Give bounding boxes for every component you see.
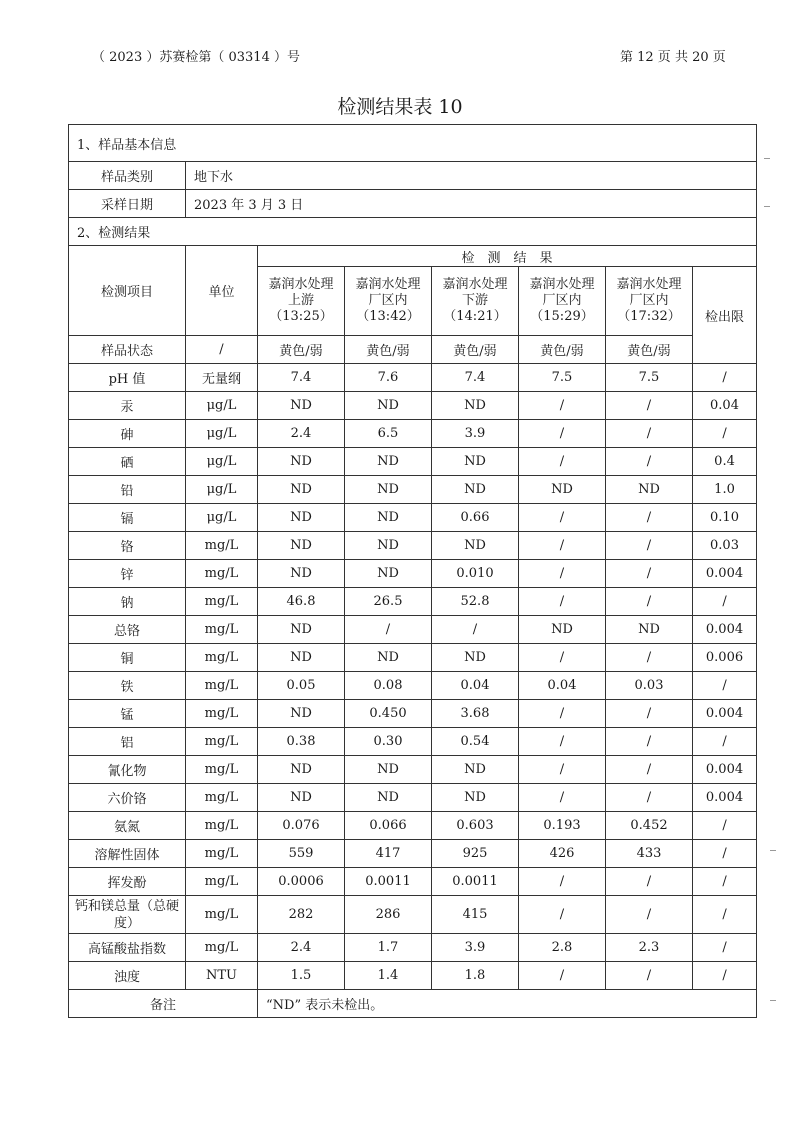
result-value: / [606,420,693,448]
detection-limit: 0.04 [693,392,757,420]
document-number: （ 2023 ）苏赛检第（ 03314 ）号 [92,50,300,65]
result-value: / [519,448,606,476]
result-value: ND [432,644,519,672]
result-value: ND [258,448,345,476]
result-value: / [606,644,693,672]
result-value: 2.8 [519,934,606,962]
result-value: ND [258,532,345,560]
parameter-name: 锰 [69,700,186,728]
parameter-unit: mg/L [186,784,258,812]
result-value: 1.4 [345,962,432,990]
result-value: / [606,962,693,990]
detection-limit: 0.03 [693,532,757,560]
table-row [69,962,757,990]
result-value: ND [345,504,432,532]
table-row [69,700,757,728]
table-row [69,672,757,700]
table-row [69,868,757,896]
result-value: ND [432,784,519,812]
parameter-unit: mg/L [186,812,258,840]
table-row [69,560,757,588]
result-value: ND [606,616,693,644]
result-value: / [519,420,606,448]
table-row [69,784,757,812]
col-header-item: 检测项目 [69,246,186,336]
result-value: 2.4 [258,420,345,448]
sample-category-label: 样品类别 [69,162,186,190]
table-row [69,532,757,560]
result-value: ND [345,532,432,560]
result-value: 426 [519,840,606,868]
sample-time: （15:29） [530,309,594,324]
detection-limit: / [693,896,757,934]
detection-limit: / [693,588,757,616]
parameter-unit: μg/L [186,392,258,420]
result-value: ND [258,784,345,812]
parameter-name: 高锰酸盐指数 [69,934,186,962]
result-value: 3.9 [432,934,519,962]
detection-limit: 0.004 [693,756,757,784]
col-header-results: 检 测 结 果 [258,246,757,267]
detection-limit: 0.004 [693,700,757,728]
sample-time: （14:21） [443,309,507,324]
result-value: / [606,392,693,420]
result-value: 0.04 [519,672,606,700]
table-row [69,812,757,840]
result-value: 0.05 [258,672,345,700]
result-value: 7.5 [519,364,606,392]
parameter-unit: mg/L [186,700,258,728]
result-value: 0.08 [345,672,432,700]
sample-state-unit: / [186,336,258,364]
sample-header-5 [606,267,693,336]
sample-state-label: 样品状态 [69,336,186,364]
detection-limit: / [693,934,757,962]
result-value: 0.076 [258,812,345,840]
detection-limit: 0.4 [693,448,757,476]
result-value: / [606,868,693,896]
parameter-name: 钙和镁总量（总硬度） [69,896,186,934]
result-value: / [519,756,606,784]
parameter-name: 汞 [69,392,186,420]
result-value: 0.04 [432,672,519,700]
result-value: ND [432,756,519,784]
parameter-unit: mg/L [186,896,258,934]
parameter-name: 硒 [69,448,186,476]
table-row [69,728,757,756]
sample-state-value: 黄色/弱 [345,336,432,364]
detection-limit: / [693,420,757,448]
remark-label: 备注 [69,990,258,1018]
sample-name: 嘉润水处理上游 [268,277,334,308]
result-value: 1.7 [345,934,432,962]
result-value: / [519,868,606,896]
section-basic-info-heading: 1、样品基本信息 [69,125,757,162]
result-value: 7.5 [606,364,693,392]
result-value: / [606,784,693,812]
result-value: / [606,588,693,616]
table-row [69,896,757,934]
result-value: 0.010 [432,560,519,588]
parameter-unit: mg/L [186,532,258,560]
result-value: / [519,588,606,616]
table-row [69,476,757,504]
result-value: 925 [432,840,519,868]
detection-limit: 1.0 [693,476,757,504]
detection-limit: / [693,868,757,896]
result-value: / [606,504,693,532]
sample-time: （13:25） [269,309,333,324]
parameter-unit: mg/L [186,560,258,588]
sampling-date-label: 采样日期 [69,190,186,218]
page-title: 检测结果表 10 [337,96,463,118]
result-value: ND [606,476,693,504]
parameter-unit: mg/L [186,756,258,784]
parameter-name: 六价铬 [69,784,186,812]
result-value: 0.03 [606,672,693,700]
detection-limit: 0.006 [693,644,757,672]
sample-time: （17:32） [617,309,681,324]
result-value: / [606,448,693,476]
parameter-unit: μg/L [186,448,258,476]
result-value: ND [258,700,345,728]
remark-value: “ND” 表示未检出。 [258,990,757,1018]
sample-name: 嘉润水处理厂区内 [529,277,595,308]
result-value: / [606,700,693,728]
result-value: ND [345,560,432,588]
parameter-unit: mg/L [186,644,258,672]
parameter-unit: mg/L [186,728,258,756]
result-value: ND [519,476,606,504]
parameter-unit: μg/L [186,420,258,448]
sampling-date-value: 2023 年 3 月 3 日 [186,190,757,218]
result-value: ND [345,756,432,784]
sample-header-2 [345,267,432,336]
parameter-name: 砷 [69,420,186,448]
table-row [69,840,757,868]
detection-limit: 0.10 [693,504,757,532]
parameter-unit: mg/L [186,868,258,896]
parameter-unit: μg/L [186,476,258,504]
result-value: 6.5 [345,420,432,448]
result-value: / [606,756,693,784]
result-value: 415 [432,896,519,934]
result-value: 559 [258,840,345,868]
result-value: / [519,504,606,532]
sample-category-value: 地下水 [186,162,757,190]
result-value: / [519,784,606,812]
parameter-unit: mg/L [186,672,258,700]
page-indicator: 第 12 页 共 20 页 [620,50,726,65]
result-value: / [519,700,606,728]
table-row [69,934,757,962]
result-value: ND [258,504,345,532]
result-value: 0.450 [345,700,432,728]
result-value: 1.8 [432,962,519,990]
detection-limit: 0.004 [693,560,757,588]
parameter-name: 铁 [69,672,186,700]
table-row [69,504,757,532]
parameter-unit: NTU [186,962,258,990]
result-value: ND [345,784,432,812]
result-value: 0.54 [432,728,519,756]
parameter-unit: μg/L [186,504,258,532]
result-value: 3.68 [432,700,519,728]
result-value: 286 [345,896,432,934]
result-value: / [519,962,606,990]
result-value: / [606,728,693,756]
result-value: ND [258,644,345,672]
result-value: 46.8 [258,588,345,616]
sample-state-value: 黄色/弱 [432,336,519,364]
result-value: 0.603 [432,812,519,840]
table-row [69,364,757,392]
parameter-unit: mg/L [186,840,258,868]
parameter-unit: mg/L [186,588,258,616]
result-value: 1.5 [258,962,345,990]
parameter-name: 锌 [69,560,186,588]
sample-name: 嘉润水处理厂区内 [355,277,421,308]
result-value: 0.38 [258,728,345,756]
sample-time: （13:42） [356,309,420,324]
result-value: / [519,560,606,588]
result-value: 282 [258,896,345,934]
parameter-unit: 无量纲 [186,364,258,392]
result-value: ND [258,616,345,644]
result-value: / [519,532,606,560]
parameter-name: 溶解性固体 [69,840,186,868]
table-row [69,644,757,672]
table-row [69,616,757,644]
table-row [69,448,757,476]
result-value: ND [258,756,345,784]
parameter-unit: mg/L [186,616,258,644]
table-row [69,392,757,420]
result-value: 0.30 [345,728,432,756]
detection-limit: 0.004 [693,784,757,812]
result-value: 26.5 [345,588,432,616]
detection-limit: / [693,728,757,756]
result-value: 0.0011 [345,868,432,896]
parameter-name: 铜 [69,644,186,672]
result-value: 417 [345,840,432,868]
parameter-name: 氰化物 [69,756,186,784]
table-row [69,588,757,616]
detection-limit: / [693,364,757,392]
detection-limit: / [693,962,757,990]
result-value: 2.3 [606,934,693,962]
sample-header-1 [258,267,345,336]
result-value: ND [432,392,519,420]
sample-state-value: 黄色/弱 [519,336,606,364]
result-value: ND [519,616,606,644]
result-value: ND [345,448,432,476]
result-value: / [606,532,693,560]
table-row [69,756,757,784]
parameter-name: 镉 [69,504,186,532]
parameter-name: 钠 [69,588,186,616]
result-value: 0.452 [606,812,693,840]
parameter-name: 总铬 [69,616,186,644]
col-header-limit: 检出限 [693,267,757,364]
result-value: ND [345,476,432,504]
result-value: 0.193 [519,812,606,840]
result-value: ND [258,476,345,504]
result-value: ND [258,392,345,420]
parameter-name: 浊度 [69,962,186,990]
parameter-name: 氨氮 [69,812,186,840]
parameter-name: 铝 [69,728,186,756]
result-value: 7.4 [258,364,345,392]
result-value: ND [345,392,432,420]
result-value: / [519,392,606,420]
result-value: 0.066 [345,812,432,840]
result-value: 0.0011 [432,868,519,896]
detection-limit: / [693,812,757,840]
sample-header-4 [519,267,606,336]
result-value: 0.66 [432,504,519,532]
result-value: ND [432,448,519,476]
parameter-name: pH 值 [69,364,186,392]
result-value: / [606,560,693,588]
section-results-heading: 2、检测结果 [69,218,757,246]
sample-state-value: 黄色/弱 [258,336,345,364]
result-value: / [606,896,693,934]
sample-name: 嘉润水处理厂区内 [616,277,682,308]
result-value: / [432,616,519,644]
results-table [68,124,757,1018]
detection-limit: / [693,672,757,700]
result-value: ND [432,476,519,504]
parameter-unit: mg/L [186,934,258,962]
result-value: 433 [606,840,693,868]
result-value: 3.9 [432,420,519,448]
result-value: / [345,616,432,644]
sample-name: 嘉润水处理下游 [442,277,508,308]
result-value: / [519,644,606,672]
result-value: ND [345,644,432,672]
result-value: ND [432,532,519,560]
result-value: / [519,896,606,934]
result-value: 52.8 [432,588,519,616]
result-value: 7.6 [345,364,432,392]
table-row [69,420,757,448]
result-value: ND [258,560,345,588]
parameter-name: 铬 [69,532,186,560]
detection-limit: / [693,840,757,868]
detection-limit: 0.004 [693,616,757,644]
result-value: 2.4 [258,934,345,962]
parameter-name: 铅 [69,476,186,504]
parameter-name: 挥发酚 [69,868,186,896]
result-value: 7.4 [432,364,519,392]
col-header-unit: 单位 [186,246,258,336]
sample-state-value: 黄色/弱 [606,336,693,364]
result-value: / [519,728,606,756]
result-value: 0.0006 [258,868,345,896]
sample-header-3 [432,267,519,336]
